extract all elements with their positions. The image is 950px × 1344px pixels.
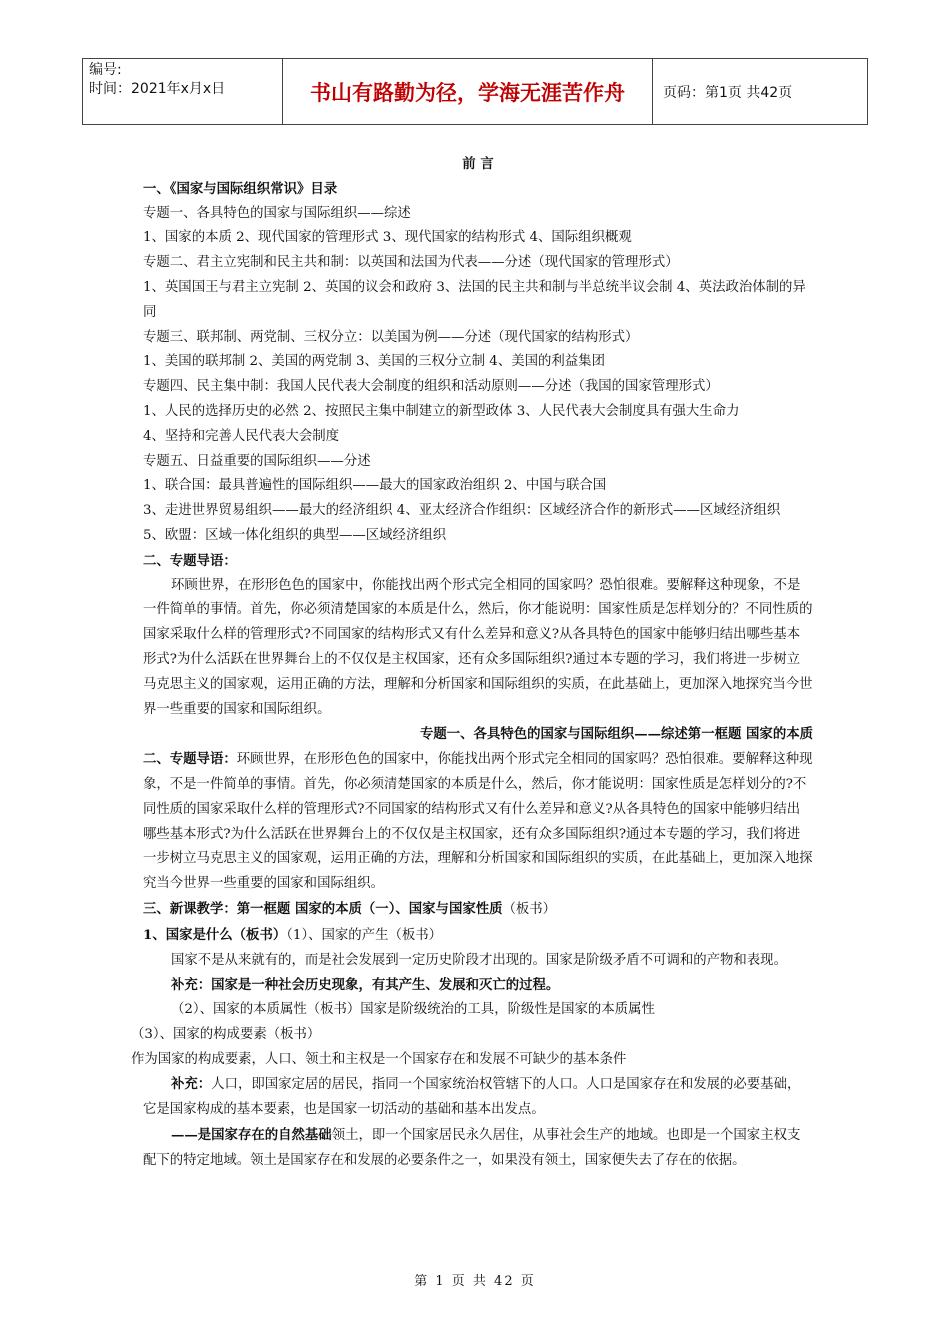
supplement-2 [143, 1072, 813, 1123]
land-bold: ——是国家存在的自然基础 [171, 1127, 332, 1144]
land-text: 领土，即一个国家居民永久居住，从事社会生产的地域。也即是一个国家主权支配下的特定地域。领土是国家存在和发展的必要条件之一，如果没有领土，国家便失去了存在的依据。 [143, 1128, 801, 1168]
toc-line: 1、英国国王与君主立宪制 2、英国的议会和政府 3、法国的民主共和制与半总统半议会制 4、英法政治体制的异同 [143, 279, 806, 320]
land-paragraph [143, 1123, 813, 1174]
item-2-line: （2）、国家的本质属性（板书）国家是阶级统治的工具，阶级性是国家的本质属性 [171, 1002, 655, 1018]
toc-line: 专题五、日益重要的国际组织——分述 [143, 453, 371, 469]
serial-label: 编号: [89, 62, 122, 78]
item-1-bold: 1、国家是什么（板书） [143, 926, 287, 943]
item-1-tail: （1）、国家的产生（板书） [286, 927, 443, 943]
section-2-paragraph: 环顾世界，在形形色色的国家中，你能找出两个形式完全相同的国家吗？恐怕很难。要解释这种现象，不是一件简单的事情。首先，你必须清楚国家的本质是什么，然后，你才能说明：国家性质是怎样划分的？不同性质的国家采取什么样的管理形式?不同国家的结构形式又有什么差异和意义?从各具特色的国家中能够归结出哪些基本形式?为什么活跃在世界舞台上的不仅仅是主权国家，还有众多国际组织?通过本专题的学习，我们将进一步树立马克思主义的国家观，运用正确的方法，理解和分析国家和国际组织的实质，在此基础上，更加深入地探究当今世界一些重要的国家和国际组织。 [143, 577, 813, 717]
toc-line: 专题三、联邦制、两党制、三权分立：以美国为例——分述（现代国家的结构形式） [143, 329, 639, 345]
item-1-title [143, 923, 813, 949]
header-meta [83, 59, 283, 124]
section-1-title: 一、《国家与国际组织常识》目录 [143, 180, 338, 197]
section-3-tail: （板书） [502, 901, 557, 917]
page-footer: 第 1 页 共 42 页 [414, 1274, 536, 1289]
supplement-2-text: 人口，即国家定居的居民，指同一个国家统治权管辖下的人口。人口是国家存在和发展的必要基础，它是国家构成的基本要素，也是国家一切活动的基础和基本出发点。 [143, 1077, 801, 1118]
toc-line: 专题二、君主立宪制和民主共和制：以英国和法国为代表——分述（现代国家的管理形式） [143, 255, 679, 271]
preface-title: 前 言 [462, 156, 494, 172]
toc-line: 1、联合国：最具普遍性的国际组织——最大的国家政治组织 2、中国与联合国 [143, 478, 607, 494]
toc-line: 专题四、民主集中制：我国人民代表大会制度的组织和活动原则——分述（我国的国家管理形式） [143, 379, 719, 395]
section-3-bold: 三、新课教学：第一框题 国家的本质（一）、国家与国家性质 [143, 900, 503, 917]
topic-1-title: 专题一、各具特色的国家与国际组织——综述第一框题 国家的本质 [420, 726, 813, 743]
section-2b-paragraph [143, 747, 813, 897]
page-header [82, 58, 868, 125]
supplement-1: 补充：国家是一种社会历史现象，有其产生、发展和灭亡的过程。 [171, 977, 560, 994]
toc-line: 3、走进世界贸易组织——最大的经济组织 4、亚太经济合作组织：区域经济合作的新形式——区域经济组织 [143, 503, 781, 519]
toc-line: 专题一、各具特色的国家与国际组织——综述 [143, 205, 411, 221]
section-2-title: 二、专题导语： [143, 552, 237, 569]
header-page-info: 页码：第1页 共42页 [663, 84, 793, 101]
supplement-2-label: 补充： [171, 1076, 212, 1093]
toc-line: 5、欧盟：区域一体化组织的典型——区域经济组织 [143, 527, 447, 543]
toc-line: 1、美国的联邦制 2、美国的两党制 3、美国的三权分立制 4、美国的利益集团 [143, 354, 605, 370]
time-label: 时间：2021年x月x日 [89, 81, 226, 97]
item-3-line: （3）、国家的构成要素（板书） [131, 1026, 321, 1042]
section-3-title [143, 897, 813, 923]
section-2b-text: 环顾世界，在形形色色的国家中，你能找出两个形式完全相同的国家吗？恐怕很难。要解释这种现象，不是一件简单的事情。首先，你必须清楚国家的本质是什么，然后，你才能说明：国家性质是怎样划分的?不同性质的国家采取什么样的管理形式?不同国家的结构形式又有什么差异和意义?从各具特色的国家中能够归结出哪些基本形式?为什么活跃在世界舞台上的不仅仅是主权国家，还有众多国际组织?通过本专题的学习，我们将进一步树立马克思主义的国家观，运用正确的方法，理解和分析国家和国际组织的实质，在此基础上，更加深入地探究当今世界一些重要的国家和国际组织。 [143, 752, 813, 892]
item-1-paragraph: 国家不是从来就有的，而是社会发展到一定历史阶段才出现的。国家是阶级矛盾不可调和的产物和表现。 [171, 952, 787, 968]
toc-line: 4、坚持和完善人民代表大会制度 [143, 428, 339, 444]
document-body [131, 152, 813, 1174]
header-motto: 书山有路勤为径，学海无涯苦作舟 [283, 59, 653, 124]
item-3-paragraph: 作为国家的构成要素，人口、领土和主权是一个国家存在和发展不可缺少的基本条件 [131, 1051, 627, 1067]
toc-line: 1、国家的本质 2、现代国家的管理形式 3、现代国家的结构形式 4、国际组织概观 [143, 230, 632, 246]
toc-line: 1、人民的选择历史的必然 2、按照民主集中制建立的新型政体 3、人民代表大会制度具有强大生命力 [143, 403, 740, 419]
section-2b-label: 二、专题导语： [143, 751, 237, 768]
